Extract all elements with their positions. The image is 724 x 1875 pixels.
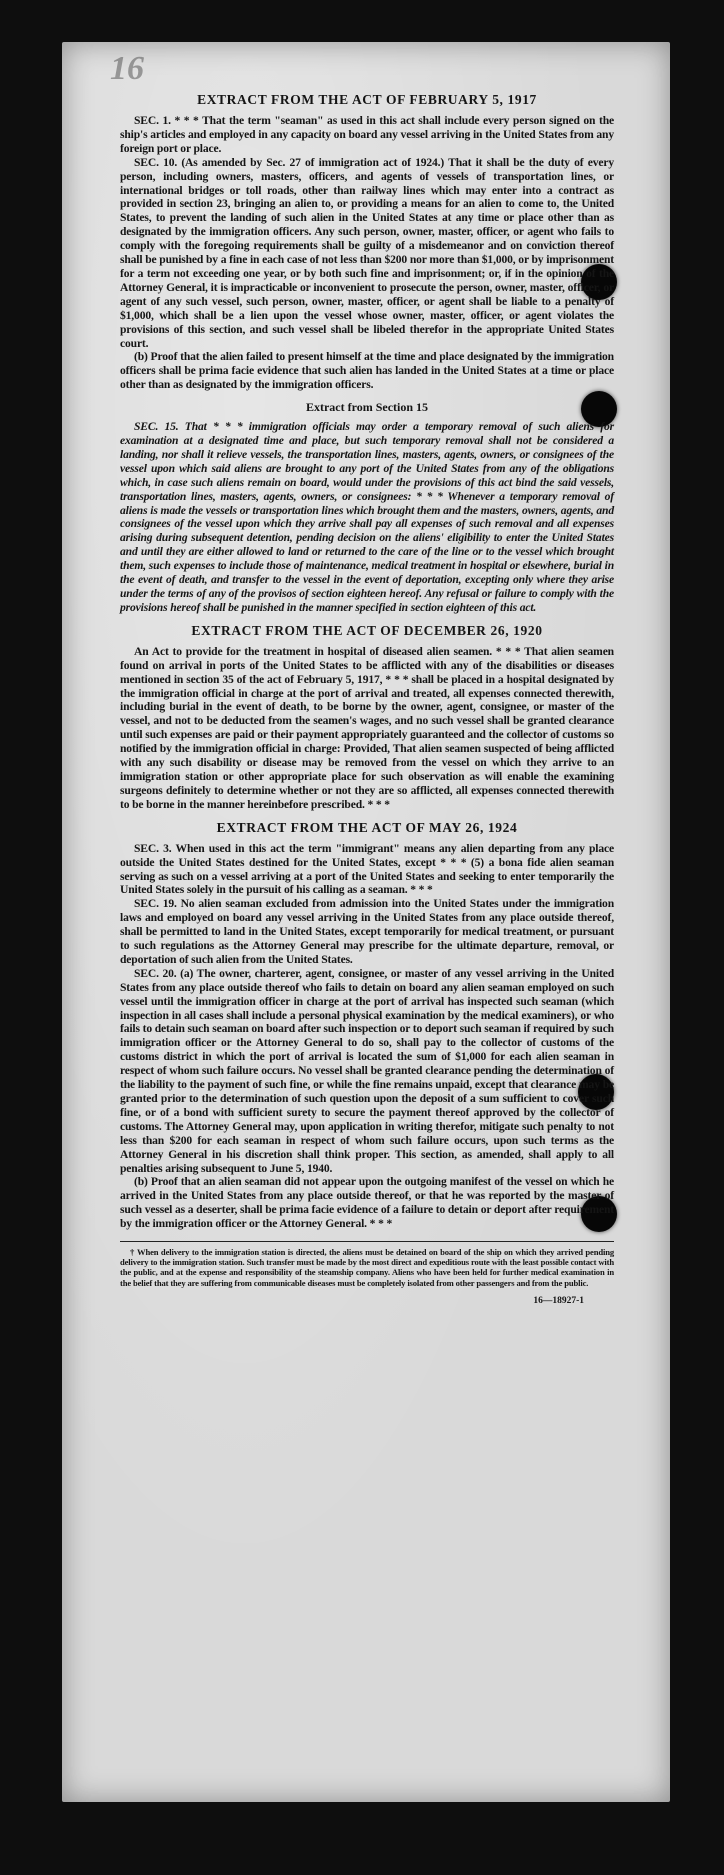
form-code: 16—18927-1 — [533, 1295, 584, 1306]
act-1917-paragraph: (b) Proof that the alien failed to present himself at the time and place designated by the immigration officers shall be prima facie evidence that such alien has landed in the United States at a time or place other than as designated by the immigration officers. — [120, 350, 614, 392]
footnote: † When delivery to the immigration station is directed, the aliens must be detained on board of the ship on which they arrived pending delivery to the immigration station. Such transfer must be made by the most direct and expeditious route with the least possible contact with the public, and at the expense and responsibility of the steamship company. Aliens who have been held for further medical examination in the belief that they are suffering from communicable diseases must be completely isolated from other passengers and from the public. — [120, 1247, 614, 1288]
act-1924-paragraph: SEC. 3. When used in this act the term "immigrant" means any alien departing from any place outside the United States destined for the United States, except * * * (5) a bona fide alien seaman serving as such on a vessel arriving at a port of the United States and seeking to enter temporarily the United States solely in the pursuit of his calling as a seaman. * * * — [120, 841, 614, 897]
footnote-divider — [120, 1241, 614, 1242]
document-body — [120, 90, 614, 1306]
act-1924-section — [120, 820, 614, 1231]
act-1917-paragraph: SEC. 10. (As amended by Sec. 27 of immigration act of 1924.) That it shall be the duty of every person, including owners, masters, officers, and agents of vessels of transportation lines, or international bridges or toll roads, other than railway lines which may enter into a contract as provided in section 23, bringing an alien to, or providing a means for an alien to come to, the United States, to prevent the landing of such alien in the United States at any time or place other than as designated by the immigration officers. Any such person, owner, master, officer, or agent who fails to comply with the foregoing requirements shall be guilty of a misdemeanor and on conviction thereof shall be punished by a fine in each case of not less than $200 nor more than $1,000, or by imprisonment for a term not exceeding one year, or by both such fine and imprisonment; or, if in the opinion of the Attorney General, it is impracticable or inconvenient to prosecute the person, owner, master, officer, or agent of any such vessel, such person, owner, master, officer, or agent shall be liable to a penalty of $1,000, which shall be a lien upon the vessel whose owner, master, officer, or agent violates the provisions of this section, and such vessel shall be libeled therefor in the appropriate United States court. — [120, 155, 614, 350]
section-15-heading: Extract from Section 15 — [305, 400, 429, 415]
section-15-paragraph: SEC. 15. That * * * immigration officials may order a temporary removal of such aliens for examination at a designated time and place, but such temporary removal shall not be considered a landing, nor shall it relieve vessels, the transportation lines, masters, agents, owners, or consignees of the vessel upon which said aliens are brought to any port of the United States from any of the obligations which, in case such aliens remain on board, would under the provisions of this act bind the said vessels, transportation lines, masters, agents, owners, or consignees: * * * Whenever a temporary removal of aliens is made the vessels or transportation lines which brought them and the masters, owners, agents, and consignees of the vessel upon which they arrive shall pay all expenses of such removal and all expenses arising during subsequent detention, pending decision on the aliens' eligibility to enter the United States and until they are either allowed to land or returned to the care of the line or to the vessel which brought them, such expenses to include those of maintenance, medical treatment in hospital or elsewhere, burial in the event of death, and transfer to the vessel in the event of deportation, excepting only where they arise under the terms of any of the provisos of section eighteen hereof. Any refusal or failure to comply with the provisions hereof shall be punished in the manner specified in section eighteen of this act. — [120, 420, 614, 614]
act-1924-paragraph: (b) Proof that an alien seaman did not appear upon the outgoing manifest of the vessel on which he arrived in the United States from any place outside thereof, or that he was reported by the master of such vessel as a deserter, shall be prima facie evidence of a failure to detain or deport after requirement by the immigration officer or the Attorney General. * * * — [120, 1175, 614, 1231]
act-1917-section — [120, 92, 614, 392]
act-1917-heading: EXTRACT FROM THE ACT OF FEBRUARY 5, 1917 — [197, 92, 537, 107]
act-1924-paragraph: SEC. 19. No alien seaman excluded from admission into the United States under the immigration laws and employed on board any vessel arriving in the United States from any place outside thereof, shall be permitted to land in the United States, except temporarily for medical treatment, or pursuant to such regulations as the Attorney General may prescribe for the ultimate departure, removal, or deportation of such alien from the United States. — [120, 897, 614, 966]
act-1920-section — [120, 623, 614, 812]
act-1920-paragraph: An Act to provide for the treatment in hospital of diseased alien seamen. * * * That alien seamen found on arrival in ports of the United States to be afflicted with any of the disabilities or diseases mentioned in section 35 of the act of February 5, 1917, * * * shall be placed in a hospital designated by the immigration official in charge at the port of arrival and treated, all expenses connected therewith, including burial in the event of death, to be borne by the owner, agent, consignee, or master of the vessel, and not to be deducted from the seamen's wages, and no such vessel shall be granted clearance until such expenses are paid or their payment appropriately guaranteed and the collector of customs so notified by the immigration official in charge: Provided, That alien seamen suspected of being afflicted with any such disability or disease may be removed from the vessel on which they arrive to an immigration station or other appropriate place for such observation as will enable the examining surgeons definitely to determine whether or not they are so afflicted, all expenses connected therewith to be borne in the manner hereinbefore prescribed. * * * — [120, 644, 614, 811]
document-page — [62, 42, 670, 1802]
act-1917-paragraph: SEC. 1. * * * That the term "seaman" as used in this act shall include every person signed on the ship's articles and employed in any capacity on board any vessel arriving in the United States from any foreign port or place. — [120, 114, 614, 155]
act-1920-heading: EXTRACT FROM THE ACT OF DECEMBER 26, 1920 — [191, 622, 543, 638]
act-1924-paragraph: SEC. 20. (a) The owner, charterer, agent, consignee, or master of any vessel arriving in the United States from any place outside thereof who fails to detain on board any alien seaman employed on such vessel until the immigration officer in charge at the port of arrival has inspected such seaman (which inspection in all cases shall include a personal physical examination by the medical examiners), or who fails to detain such seaman on board after such inspection or to deport such seaman if required by such immigration officer or the Attorney General to do so, shall pay to the collector of customs of the customs district in which the port of arrival is located the sum of $1,000 for each alien seaman in respect of whom such failure occurs. No vessel shall be granted clearance pending the determination of the liability to the payment of such fine, or while the fine remains unpaid, except that clearance may be granted prior to the determination of such question upon the deposit of a sum sufficient to cover such fine, or of a bond with sufficient surety to secure the payment thereof approved by the collector of customs. The Attorney General may, upon application in writing therefor, mitigate such penalty to not less than $200 for each seaman in respect of whom such failure occurs, upon such terms as the Attorney General in his discretion shall think proper. This section, as amended, shall apply to all penalties arising subsequent to June 5, 1940. — [120, 966, 614, 1175]
section-15 — [120, 400, 614, 615]
act-1924-heading: EXTRACT FROM THE ACT OF MAY 26, 1924 — [216, 819, 518, 835]
page-number-mark: 16 — [110, 50, 144, 87]
